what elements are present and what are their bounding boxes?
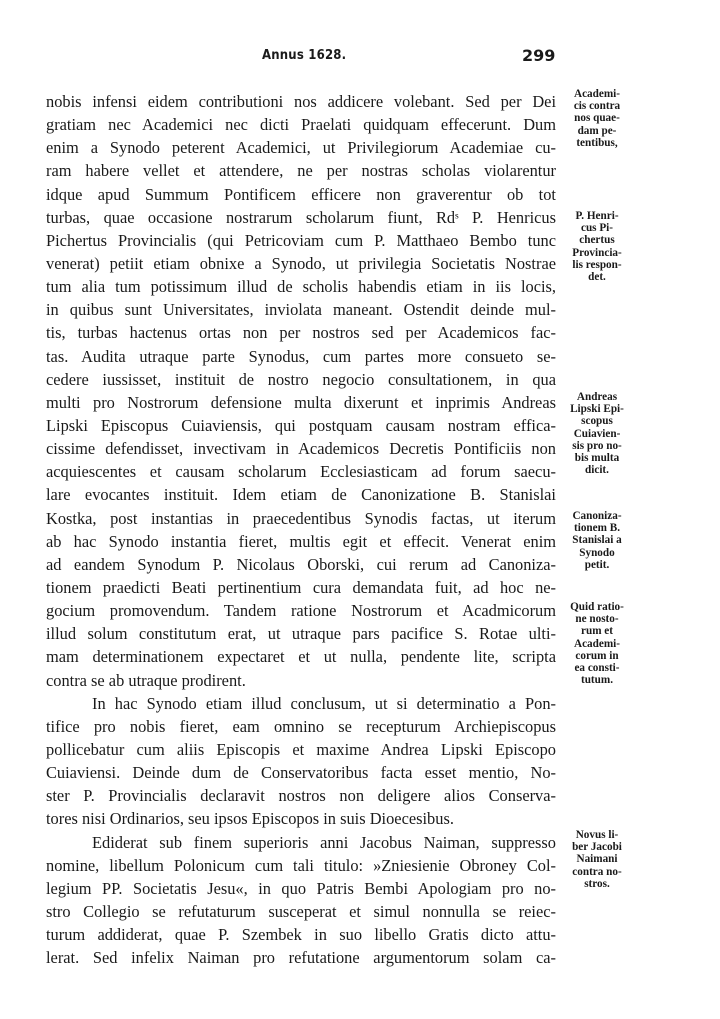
text-line: stro Collegio se refutaturum susceperat et simul nonnulla se reiec- xyxy=(46,901,556,921)
text-line: idque apud Summum Pontificem efficere non graverentur ob tot xyxy=(46,184,556,204)
text-line: ad eandem Synodum P. Nicolaus Oborski, cui rerum ad Canoniza- xyxy=(46,554,556,574)
text-line: legium PP. Societatis Jesu«, in quo Patris Bembi Apologiam pro no- xyxy=(46,878,556,898)
text-line: gocium promovendum. Tandem ratione Nostrorum et Acadmicorum xyxy=(46,601,556,621)
margin-note-novus-liber: Novus li- ber Jacobi Naimani contra no- stros. xyxy=(572,829,622,890)
text-line: Kostka, post instantias in praecedentibus Synodis factas, ut iterum xyxy=(46,508,556,528)
margin-note-quid-ratione: Quid ratio- ne nosto- rum et Academi- corum in ea consti- tutum. xyxy=(570,601,624,687)
text-line: tum alia tum potissimum illud de scholis habendis etiam in iis locis, xyxy=(46,277,556,297)
text-line: multi pro Nostrorum defensione multa dixerunt et inprimis Andreas xyxy=(46,392,556,412)
text-line: ab hac Synodo instantia fieret, multis egit et effecit. Venerat enim xyxy=(46,531,556,551)
text-line: contra se ab utraque prodirent. xyxy=(46,670,246,690)
body-text xyxy=(46,90,556,969)
running-title: Annus 1628. xyxy=(262,48,347,63)
text-line: turbas, quae occasione nostrarum scholarum fiunt, Rdˢ P. Henricus xyxy=(46,207,556,227)
page-header xyxy=(0,46,720,70)
text-line: acquiescentes et causam scholarum Ecclesiasticam ad forum saecu- xyxy=(46,462,556,482)
text-line: nomine, libellum Polonicum cum tali titulo: »Zniesienie Obroney Col- xyxy=(46,855,556,875)
text-line: enim a Synodo peterent Academici, ut Privilegiorum Academiae cu- xyxy=(46,138,556,158)
text-line: Cuiaviensi. Deinde dum de Conservatoribus facta esset mentio, No- xyxy=(46,763,556,783)
text-line: gratiam nec Academici nec dicti Praelati quidquam effecerunt. Dum xyxy=(46,115,556,135)
text-line: tionem praedicti Beati pertinentium cura demandata fuit, ad hoc ne- xyxy=(46,577,556,597)
text-line: pollicebatur cum aliis Episcopis et maxime Andrea Lipski Episcopo xyxy=(46,739,556,759)
margin-note-andreas: Andreas Lipski Epi- scopus Cuiavien- sis pro no- bis multa dicit. xyxy=(570,391,624,477)
text-line: cissime defendisset, invectivam in Academicos Decretis Pontificiis non xyxy=(46,439,556,459)
text-line: tis, turbas hactenus ortas non per nostros sed per Academicos fac- xyxy=(46,323,556,343)
text-line: in quibus sunt Universitates, inviolata maneant. Ostendit deinde mul- xyxy=(46,300,556,320)
text-line: Pichertus Provincialis (qui Petricoviam cum P. Matthaeo Bembo tunc xyxy=(46,230,556,250)
text-line: cedere iussisset, instituit de nostro negocio consultationem, in qua xyxy=(46,369,556,389)
margin-note-canonizatio: Canoniza- tionem B. Stanislai a Synodo petit. xyxy=(572,510,622,571)
page-number: 299 xyxy=(522,46,556,65)
text-line: lare evocantes instituit. Idem etiam de Canonizatione B. Stanislai xyxy=(46,485,556,505)
text-line: ram habere vellet et attendere, ne per nostras scholas violarentur xyxy=(46,161,556,181)
text-line: tores nisi Ordinarios, seu ipsos Episcopos in suis Dioecesibus. xyxy=(46,809,454,829)
text-line: turum addiderat, quae P. Szembek in suo libello Gratis dicto attu- xyxy=(46,925,556,945)
text-line: ster P. Provincialis declaravit nostros non deligere alios Conserva- xyxy=(46,786,556,806)
margin-note-academici: Academi- cis contra nos quae- dam pe- tentibus, xyxy=(573,88,621,149)
text-line: venerat) petiit etiam obnixe a Synodo, ut privilegia Societatis Nostrae xyxy=(46,253,556,273)
text-line: Lipski Episcopus Cuiaviensis, qui postquam causam nostram effica- xyxy=(46,415,556,435)
text-line: Ediderat sub finem superioris anni Jacobus Naiman, suppresso xyxy=(92,832,556,852)
text-line: illud solum constitutum erat, ut utraque pars pacifice S. Rotae ulti- xyxy=(46,624,556,644)
text-line: In hac Synodo etiam illud conclusum, ut si determinatio a Pon- xyxy=(92,693,556,713)
text-line: mam determinationem expectaret et ut nulla, pendente lite, scripta xyxy=(46,647,556,667)
text-line: nobis infensi eidem contributioni nos addicere volebant. Sed per Dei xyxy=(46,92,556,111)
text-line: lerat. Sed infelix Naiman pro refutatione argumentorum solam ca- xyxy=(46,948,556,968)
margin-note-henricus: P. Henri- cus Pi- chertus Provincia- lis respon- det. xyxy=(572,210,622,284)
text-line: tifice pro nobis fieret, eam omnino se recepturum Archiepiscopus xyxy=(46,716,556,736)
text-line: tas. Audita utraque parte Synodus, cum partes more consueto se- xyxy=(46,346,556,366)
